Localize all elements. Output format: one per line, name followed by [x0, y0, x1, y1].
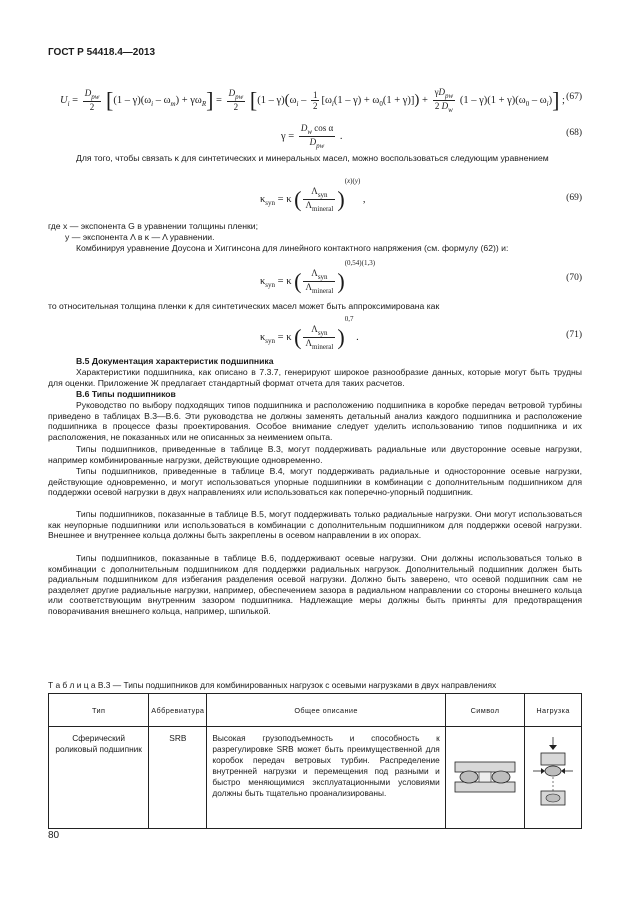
equation-71: [48, 315, 582, 352]
paragraph: Типы подшипников, приведенные в таблице В.4, могут поддерживать радиальные и односторонние осевые нагрузки, действующие одновременно, и могут использоваться упорные подшипники в комбинации с дополнительным подшипником для поддержки осевой нагрузки в двух направлениях или использоваться как поперечно-упорный подшипник.: [48, 466, 582, 498]
cell-abbr: [149, 727, 207, 829]
bearing-type: Сферический роликовый подшипник: [55, 733, 142, 754]
equation-number: (71): [566, 330, 582, 340]
column-header: Нагрузка: [525, 694, 582, 727]
equation-70: [48, 259, 582, 296]
document-header: ГОСТ Р 54418.4—2013: [48, 47, 156, 58]
equation-number: (67): [566, 92, 582, 102]
equation-number: (68): [566, 128, 582, 138]
table-row: [49, 727, 582, 829]
paragraph: Типы подшипников, показанные в таблице В.6, поддерживают осевые нагрузки. Они должны использоваться только в комбинации с дополнительным подшипником для поддержки радиальных нагрузок. Дополнительный подшипник должен быть радиальным подшипником для избегания разделения осевой нагрузки. Должно быть заверено, что осевой подшипник сам не разделяет другие радиальные нагрузки, например, обеспечением зазора в радиальном направлении со стороны внешнего кольца или соответствующим внутренним зазором подшипника. Надлежащие меры должны быть приняты для предотвращения поворачивания внешнего кольца, например, шпилькой.: [48, 553, 582, 616]
paragraph: Комбинируя уравнение Доусона и Хиггинсона для линейного контактного напряжения (см. формулу (62)) и:: [76, 243, 509, 253]
table-caption: Т а б л и ц а В.3 — Типы подшипников для комбинированных нагрузок с осевыми нагрузками в двух направлениях: [48, 680, 497, 690]
cell-desc: [207, 727, 445, 829]
column-header: Тип: [49, 694, 149, 727]
cell-load: [525, 727, 582, 829]
equation-68: [48, 121, 582, 150]
paragraph: Типы подшипников, показанные в таблице В.5, могут поддерживать только радиальные нагрузки. Они могут использоваться как неупорные подшипники или использоваться в комбинации с дополнительным подшипником для поддержки осевой нагрузки. Внешнее и внутреннее кольца должны быть закреплены в осевом направлении в их опорах.: [48, 509, 582, 541]
equation-number: (70): [566, 273, 582, 283]
paragraph: Для того, чтобы связать κ для синтетических и минеральных масел, можно воспользоваться следующим уравнением: [76, 153, 549, 163]
equation-number: (69): [566, 193, 582, 203]
bearing-description: Высокая грузоподъемность и способность к разрегулировке SRB может быть преимущественной для коробок передач ветровых турбин. Распределение внутренней нагрузки и перемещения под разными и быстро меняющимися эксплуатационными условиями должны быть тщательно проанализированы.: [212, 733, 440, 798]
paragraph: то относительная толщина пленки κ для синтетических масел может быть аппроксимирована как: [48, 301, 440, 311]
column-header: Аббревиатура: [149, 694, 207, 727]
paragraph: Характеристики подшипника, как описано в 7.3.7, генерируют широкое разнообразие данных, которые могут быть трудны для оценки. Приложение Ж предлагает стандартный формат отчета для таких расчетов.: [48, 367, 582, 388]
equation-70-body: $\kappa_{syn} = \kappa$ ( $\frac{\Lambda_{syn}}{\Lambda_{mineral}}$ )$^{(0,54)(1,3)}$: [260, 259, 376, 295]
cell-type: [49, 727, 149, 829]
where-x: где x — экспонента G в уравнении толщины пленки;: [48, 221, 258, 231]
section-heading-b5: В.5 Документация характеристик подшипника: [76, 356, 274, 366]
bearing-symbol-icon: [453, 748, 517, 806]
column-header: Общее описание: [207, 694, 445, 727]
cell-symbol: [445, 727, 524, 829]
column-header: Символ: [445, 694, 524, 727]
where-y: y — экспонента Λ в κ — Λ уравнении.: [65, 232, 215, 242]
paragraph: Типы подшипников, приведенные в таблице В.3, могут поддерживать радиальные или двусторонние осевые нагрузки, например комбинированные нагрузки, действующие одновременно.: [48, 444, 582, 465]
paragraph: Руководство по выбору подходящих типов подшипника и расположению подшипника в коробке передач ветровой турбины приведено в таблицах В.3—В.6. Эти руководства не должны заменять детальный анализ каждого подшипника и расположение подшипника в процессе фазы проектирования. Особое внимание следует уделить использованию типов подшипника и их расположения, не показанных или не описанных за неимением опыта.: [48, 400, 582, 442]
bearing-types-table: [48, 693, 582, 829]
page-number: 80: [48, 830, 60, 841]
equation-71-body: $\kappa_{syn} = \kappa$ ( $\frac{\Lambda_{syn}}{\Lambda_{mineral}}$ )$^{0,7}$ .: [260, 315, 359, 351]
equation-69: [48, 177, 582, 214]
equation-67-body: $U_i$ = $\frac{D_{pw}}{2}$ $[(1 - \gamma)(\omega_i - \omega_m) + \gamma\omega_R]$ = $\frac{D_{pw}}{2}$ [$(1 - \gamma)(\omega_i$ – $\frac{1}{2}$ $[\omega_i(1 - \gamma) + \omega_0(1 + \gamma)]$) + $\frac{\gamma D_{pw}}{2 D_w}$ $(1 - \gamma)(1 + \gamma)(\omega_0 - \omega_i)$] ;: [60, 87, 565, 114]
bearing-abbr: SRB: [169, 733, 187, 743]
section-heading-b6: В.6 Типы подшипников: [76, 389, 176, 399]
table-header-row: [49, 694, 582, 727]
load-diagram-icon: [529, 735, 577, 819]
equation-67: [48, 80, 582, 114]
equation-69-body: $\kappa_{syn} = \kappa$ ( $\frac{\Lambda_{syn}}{\Lambda_{mineral}}$ )$^{(x)(y)}$ ,: [260, 177, 366, 213]
equation-68-body: γ = $\frac{D_w \cos \alpha}{D_{pw}}$ .: [281, 123, 343, 150]
